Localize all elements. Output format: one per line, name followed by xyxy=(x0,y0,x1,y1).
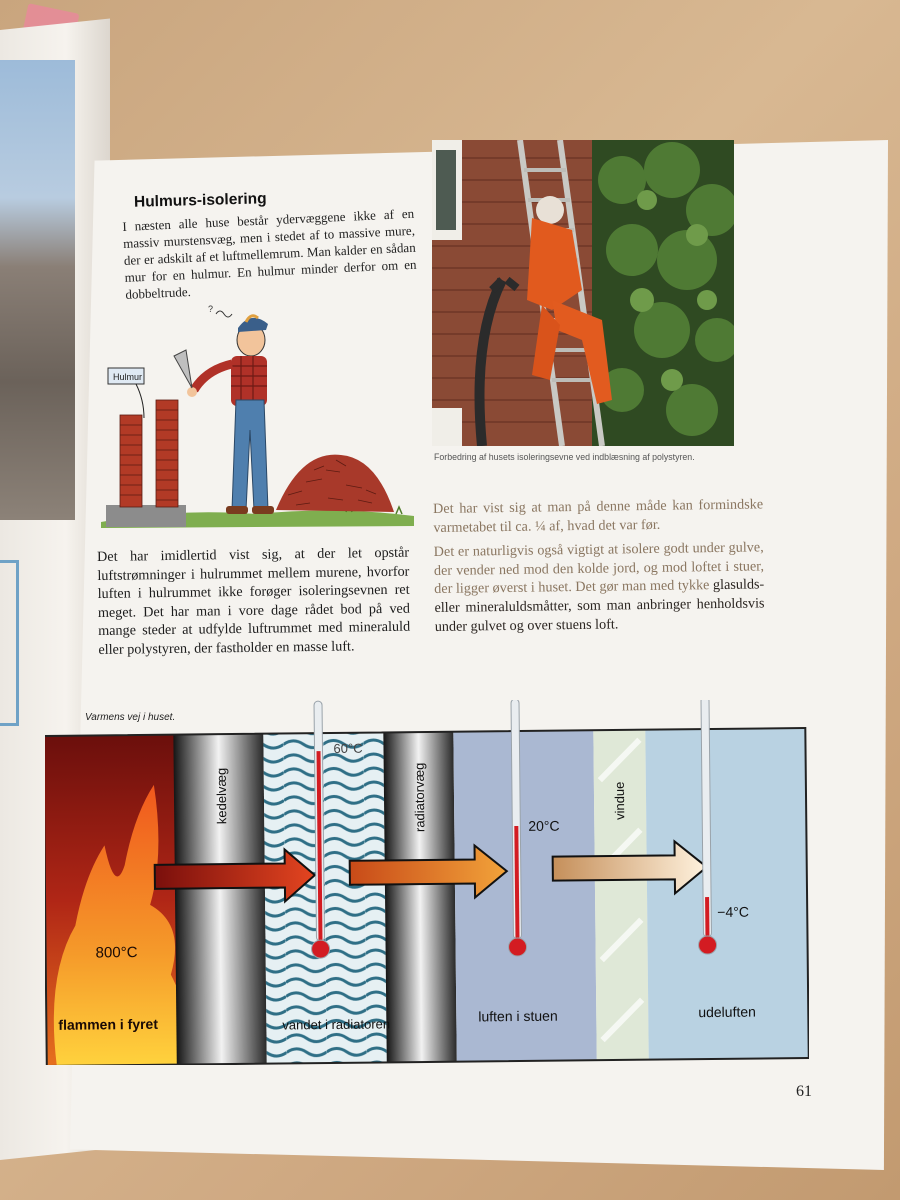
cartoon-sign: Hulmur xyxy=(113,372,143,382)
label-flame: flammen i fyret xyxy=(58,1015,159,1033)
temp-outside: −4°C xyxy=(717,903,749,920)
temp-water: 60°C xyxy=(333,740,363,756)
body-paragraph-right-2 xyxy=(434,539,765,637)
body-text-right xyxy=(433,495,765,642)
body-paragraph-right-1: Det har vist sig at man på denne måde kan formindske varmetabet til ca. ¼ af, hvad det var før. xyxy=(433,496,764,536)
heat-flow-diagram xyxy=(45,700,809,1065)
body-paragraph-right-2-clear: glasulds- eller mineraluldsmåtter, som man anbringer henholdsvis under gulvet og over stuens loft. xyxy=(434,576,765,635)
left-page-frame xyxy=(0,560,19,726)
intro-paragraph: I næsten alle huse består ydervæggene ikke af en massiv murstensvæg, men i stedet af to massive mure, der er adskilt af et luftmellemrum. Man kalder en sådan mur for en hulmur. En hulmur minder derfor om en dobbeltrude. xyxy=(122,205,417,302)
left-page-photo xyxy=(0,60,75,520)
body-paragraph-right-2-faded: Det er naturligvis også vigtigt at isolere godt under gulve, der vender ned mod den kolde jord, og mod loftet i stuer, der ligger øverst i huset. Det gør man med tykke xyxy=(433,539,765,598)
label-radiator-wall: radiatorvæg xyxy=(411,762,428,833)
label-room-air: luften i stuen xyxy=(478,1007,558,1025)
body-paragraph-left: Det har imidlertid vist sig, at der let opstår luftstrømninger i hulrummet mellem murene, hvorfor luften i hulrummet ikke forøger isoleringsevnen ret meget. Det har man i vore dage rådet bod på ved mange steder at udfylde luftrummet med mineraluld eller polystyren, der fastholder en masse luft. xyxy=(97,544,411,658)
label-outside: udeluften xyxy=(698,1003,756,1021)
temp-room: 20°C xyxy=(528,817,560,834)
diagram-title: Varmens vej i huset. xyxy=(85,712,176,723)
page-number: 61 xyxy=(796,1083,812,1100)
label-boiler-wall: kedelvæg xyxy=(213,767,230,825)
insulation-photo xyxy=(432,140,734,446)
photo-caption: Forbedring af husets isoleringsevne ved indblæsning af polystyren. xyxy=(434,452,695,462)
svg-text:?: ? xyxy=(208,304,214,314)
label-water: vandet i radiatoren xyxy=(282,1016,391,1033)
cartoon-bricklayer-illustration xyxy=(96,300,416,530)
section-heading: Hulmurs-isolering xyxy=(133,190,267,211)
temp-flame: 800°C xyxy=(95,944,138,962)
label-window: vindue xyxy=(611,781,628,821)
water-zone xyxy=(263,732,386,1063)
